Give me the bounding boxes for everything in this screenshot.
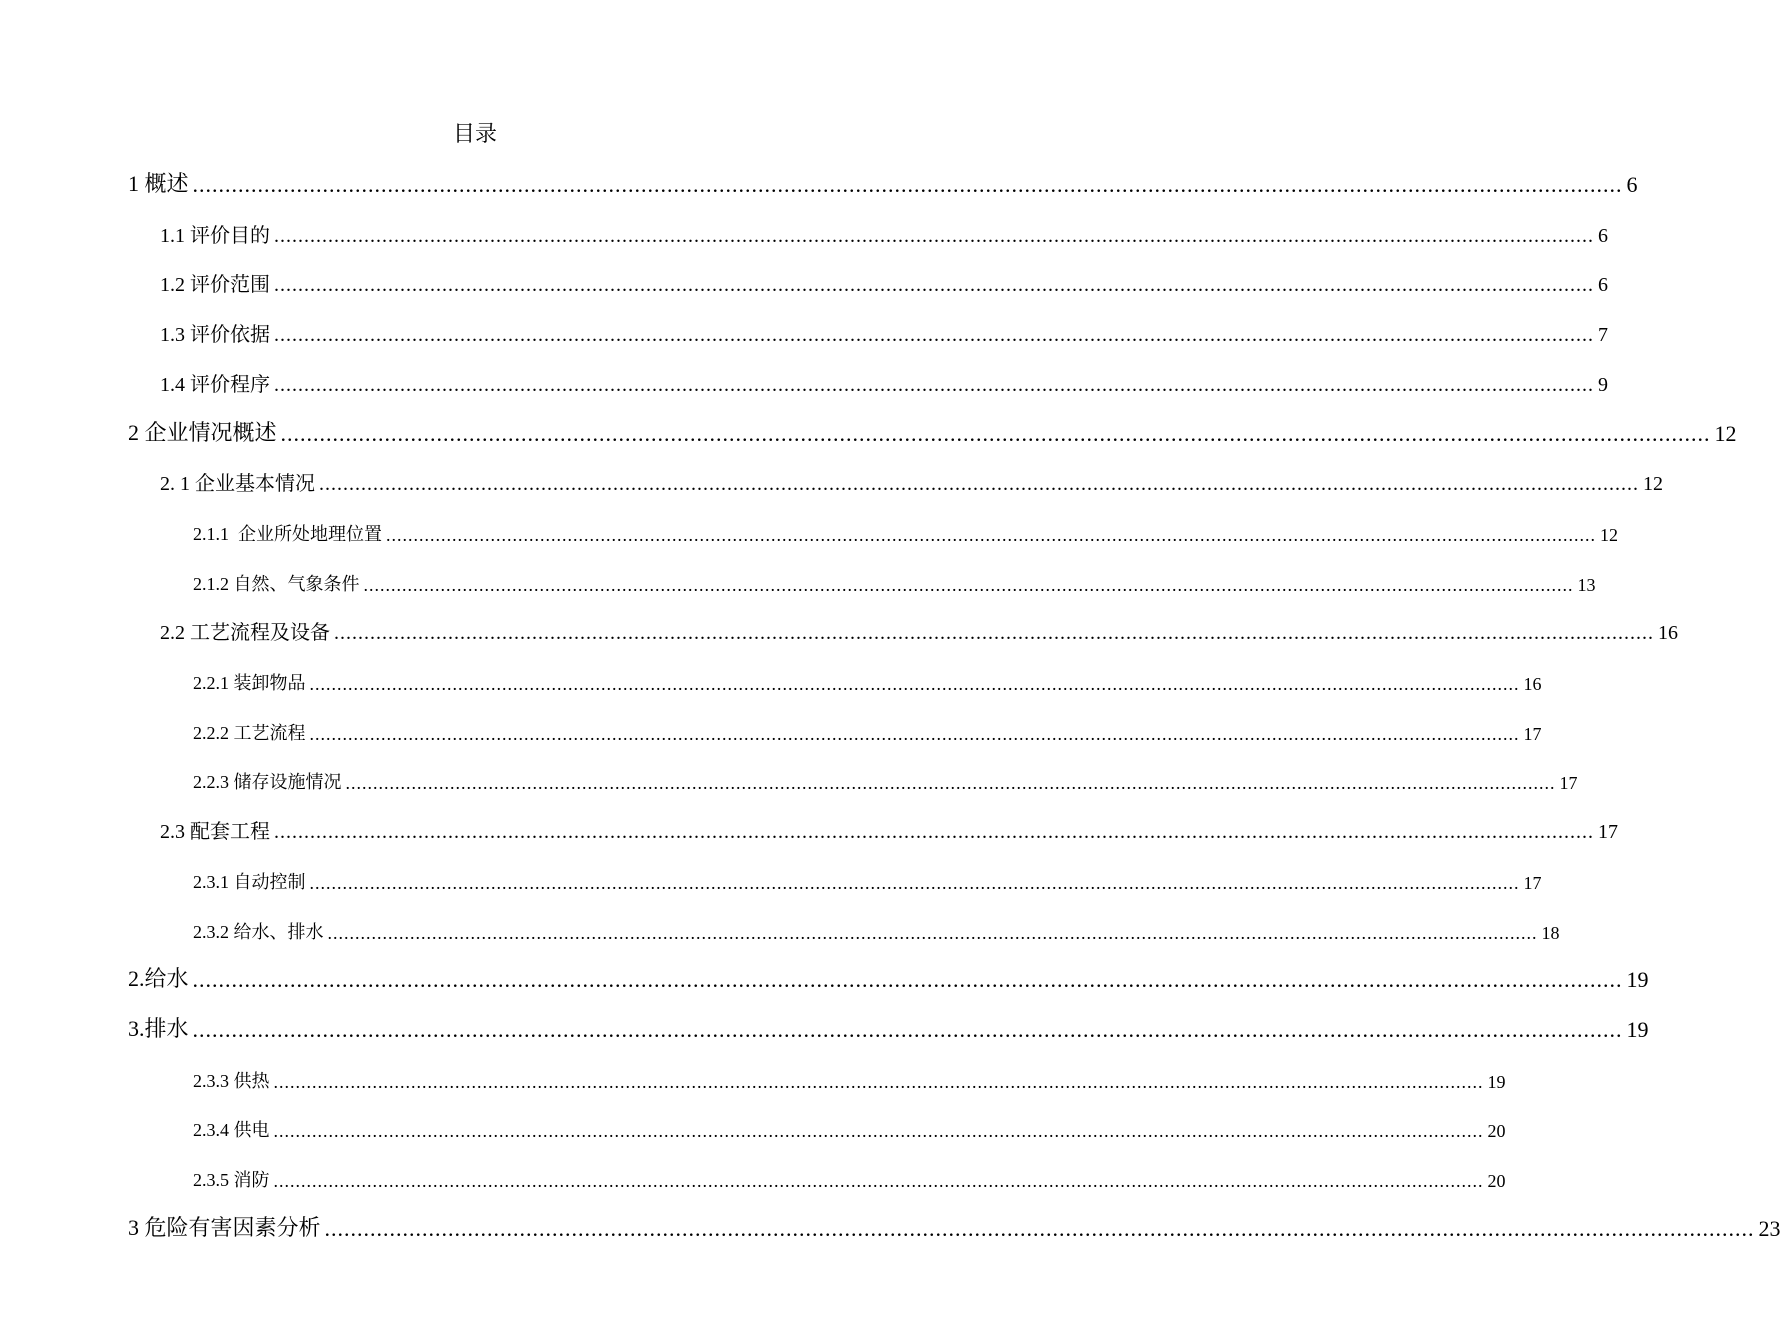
toc-leader-dots: ............................................................................................................................................................................................................................	[274, 821, 1594, 844]
toc-entry-page: 17	[1598, 821, 1618, 844]
toc-entry-title: 2.3.3 供热	[193, 1070, 270, 1091]
toc-entry-page: 6	[1598, 224, 1608, 247]
toc-entry-title: 2.2.1 装卸物品	[193, 673, 306, 693]
page-title: 目录	[452, 121, 497, 146]
toc-leader-dots: ............................................................................................................................................................................................................................	[334, 622, 1654, 645]
toc-leader-dots: ............................................................................................................................................................................................................................	[273, 1071, 1484, 1092]
toc-entry-title: 1.2 评价范围	[160, 274, 270, 297]
toc-entry[interactable]	[128, 166, 1638, 198]
toc-entry[interactable]	[193, 713, 1542, 745]
toc-entry-title: 1 概述	[128, 171, 189, 196]
toc-entry-page: 18	[1541, 922, 1560, 943]
toc-entry[interactable]	[160, 216, 1608, 248]
toc-entry-page: 20	[1487, 1171, 1506, 1191]
toc-leader-dots: ............................................................................................................................................................................................................................	[192, 967, 1623, 993]
toc-entry[interactable]	[160, 613, 1678, 645]
toc-entry[interactable]	[193, 663, 1542, 695]
toc-entry-page: 17	[1523, 723, 1542, 744]
toc-entry[interactable]	[193, 762, 1578, 794]
toc-entry-page: 12	[1643, 473, 1663, 496]
toc-leader-dots: ............................................................................................................................................................................................................................	[274, 324, 1594, 347]
toc-entry-page: 16	[1658, 622, 1678, 645]
toc-entry-page: 17	[1559, 773, 1578, 794]
toc-leader-dots: ............................................................................................................................................................................................................................	[324, 1215, 1755, 1241]
toc-entry-page: 19	[1487, 1071, 1506, 1092]
toc-entry[interactable]	[193, 1061, 1506, 1093]
toc-entry-title: 2.3.1 自动控制	[193, 871, 306, 892]
toc-entry[interactable]	[160, 315, 1608, 347]
toc-leader-dots: ............................................................................................................................................................................................................................	[309, 723, 1520, 744]
toc-leader-dots: ............................................................................................................................................................................................................................	[309, 872, 1520, 893]
toc-leader-dots: ............................................................................................................................................................................................................................	[192, 172, 1623, 197]
toc-entry[interactable]	[193, 1110, 1506, 1142]
toc-leader-dots: ............................................................................................................................................................................................................................	[192, 1016, 1623, 1042]
toc-entry[interactable]	[193, 514, 1618, 546]
toc-entry-title: 2.1.2 自然、气象条件	[193, 573, 360, 594]
toc-entry[interactable]	[193, 564, 1596, 596]
toc-entry-page: 12	[1714, 420, 1737, 446]
toc-entry[interactable]	[160, 464, 1663, 496]
toc-entry-title: 2.3.2 给水、排水	[193, 921, 324, 942]
toc-entry[interactable]	[193, 1160, 1506, 1192]
toc-entry-title: 2.1.1 企业所处地理位置	[193, 523, 382, 544]
toc-entry-title: 1.4 评价程序	[160, 373, 270, 396]
toc-entry-page: 19	[1626, 967, 1649, 993]
toc-entry-page: 20	[1487, 1121, 1506, 1142]
toc-entry-title: 2.3.5 消防	[193, 1170, 270, 1190]
toc-entry-page: 16	[1523, 674, 1542, 694]
toc-entry-title: 2.给水	[128, 966, 189, 992]
toc-leader-dots: ............................................................................................................................................................................................................................	[319, 473, 1639, 496]
toc-entry-page: 13	[1577, 574, 1596, 595]
toc-entry-title: 2.2.2 工艺流程	[193, 722, 306, 743]
toc-entry-title: 2 企业情况概述	[128, 419, 277, 445]
toc-entry-title: 2.2.3 储存设施情况	[193, 772, 342, 793]
toc-leader-dots: ............................................................................................................................................................................................................................	[274, 274, 1594, 297]
toc-leader-dots: ............................................................................................................................................................................................................................	[327, 922, 1538, 943]
toc-leader-dots: ............................................................................................................................................................................................................................	[345, 773, 1556, 794]
toc-entry-title: 3 危险有害因素分析	[128, 1214, 321, 1240]
toc-leader-dots: ............................................................................................................................................................................................................................	[273, 1121, 1484, 1142]
toc-entry[interactable]	[193, 912, 1560, 944]
toc-entry-page: 7	[1598, 324, 1608, 347]
toc-entry-page: 6	[1598, 274, 1608, 297]
toc-entry-page: 23	[1758, 1215, 1781, 1241]
toc-entry-page: 9	[1598, 373, 1608, 396]
toc-entry-title: 2.3.4 供电	[193, 1120, 270, 1141]
toc-leader-dots: ............................................................................................................................................................................................................................	[280, 420, 1711, 446]
toc-entry-title: 2.2 工艺流程及设备	[160, 622, 330, 645]
toc-entry-page: 17	[1523, 872, 1542, 893]
toc-entry-page: 19	[1626, 1016, 1649, 1042]
toc-entry[interactable]	[128, 1210, 1781, 1242]
toc-entry[interactable]	[193, 862, 1542, 894]
toc-entry-page: 12	[1600, 524, 1618, 545]
toc-leader-dots: ............................................................................................................................................................................................................................	[363, 574, 1574, 595]
toc-entry[interactable]	[128, 1011, 1649, 1043]
toc-entry-title: 2.3 配套工程	[160, 821, 270, 844]
toc-leader-dots: ............................................................................................................................................................................................................................	[273, 1171, 1484, 1191]
toc-leader-dots: ............................................................................................................................................................................................................................	[274, 224, 1594, 247]
toc-entry[interactable]	[160, 812, 1618, 844]
toc-entry[interactable]	[128, 961, 1649, 993]
toc-entry[interactable]	[160, 365, 1608, 397]
toc-entry-page: 6	[1626, 172, 1638, 197]
toc-leader-dots: ............................................................................................................................................................................................................................	[386, 524, 1596, 545]
toc-leader-dots: ............................................................................................................................................................................................................................	[274, 373, 1594, 396]
toc-entry[interactable]	[160, 265, 1608, 297]
toc-entry-title: 3.排水	[128, 1015, 189, 1041]
toc-entry-title: 2. 1 企业基本情况	[160, 473, 315, 496]
toc-leader-dots: ............................................................................................................................................................................................................................	[309, 674, 1520, 694]
toc-entry-title: 1.1 评价目的	[160, 224, 270, 247]
toc-entry[interactable]	[128, 415, 1737, 447]
toc-entry-title: 1.3 评价依据	[160, 324, 270, 347]
